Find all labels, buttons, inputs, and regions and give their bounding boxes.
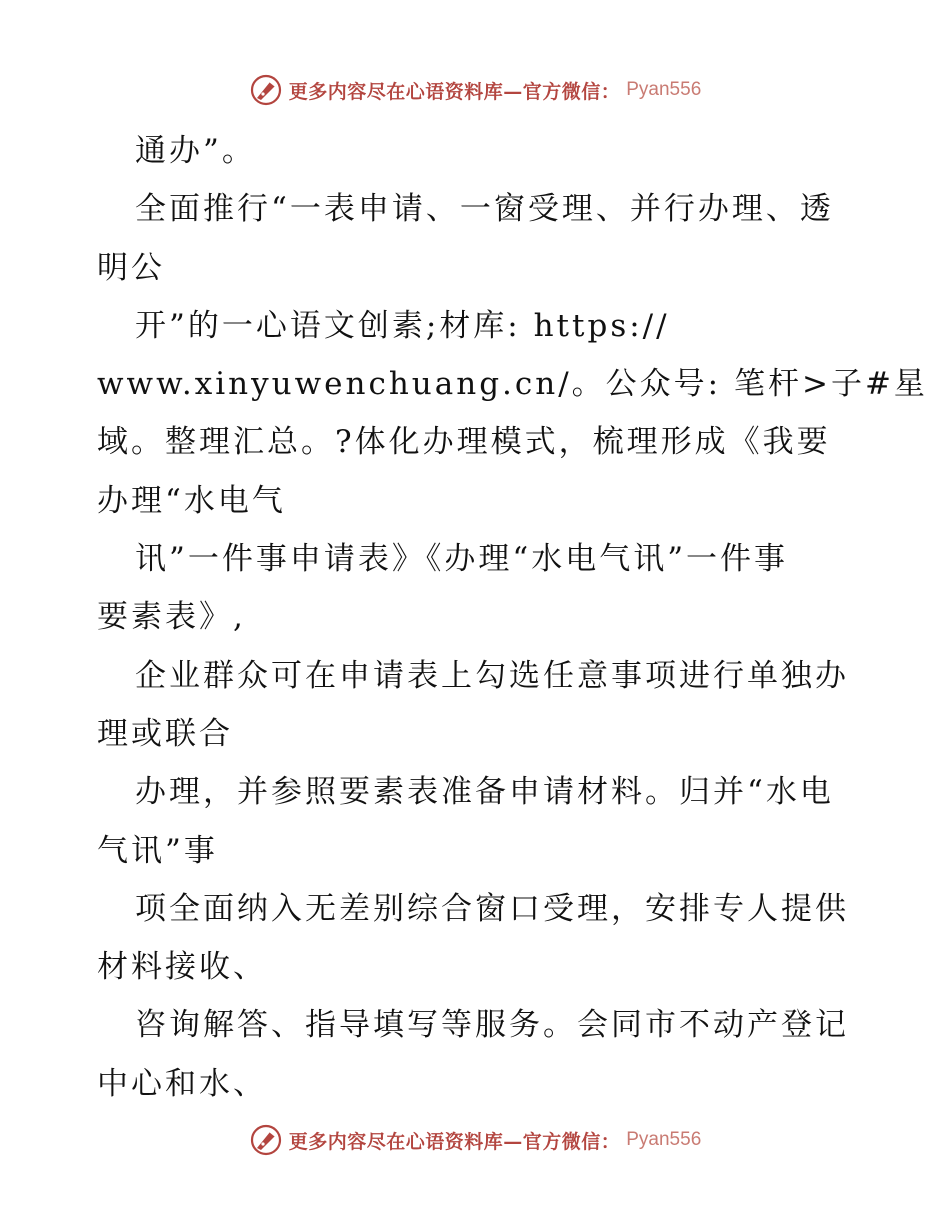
footer-wechat-id: Pyan556 — [626, 1129, 702, 1150]
text-line: 理或联合 — [97, 715, 233, 752]
text-line: 开”的一心语文创素;材库: https:// — [135, 307, 670, 344]
footer-watermark-text: 更多内容尽在心语资料库—官方微信： — [288, 1130, 621, 1153]
text-line: 办理“水电气 — [97, 482, 286, 519]
text-line: 企业群众可在申请表上勾选任意事项进行单独办 — [135, 657, 849, 694]
text-line: 项全面纳入无差别综合窗口受理，安排专人提供 — [135, 890, 849, 927]
document-body — [97, 122, 928, 1113]
text-line: 通办”。 — [135, 133, 256, 169]
text-line: 全面推行“一表申请、一窗受理、并行办理、透 — [135, 191, 834, 228]
pen-nib-logo-icon — [249, 73, 283, 107]
text-line: www.xinyuwenchuang.cn/。公众号: 笔杆>子#星 — [97, 366, 928, 403]
header-watermark — [0, 70, 950, 110]
text-line: 讯”一件事申请表》《办理“水电气讯”一件事 — [135, 541, 789, 578]
text-line: 要素表》, — [97, 599, 246, 636]
text-line: 中心和水、 — [97, 1065, 267, 1102]
header-wechat-id: Pyan556 — [626, 79, 702, 100]
text-line: 咨询解答、指导填写等服务。会同市不动产登记 — [135, 1007, 849, 1044]
header-watermark-text: 更多内容尽在心语资料库—官方微信： — [288, 80, 621, 103]
text-line: 域。整理汇总。?体化办理模式，梳理形成《我要 — [97, 424, 831, 461]
text-line: 气讯”事 — [97, 832, 218, 869]
text-line: 材料接收、 — [97, 949, 267, 986]
text-line: 明公 — [97, 249, 165, 286]
pen-nib-logo-icon — [249, 1123, 283, 1157]
footer-watermark — [0, 1120, 950, 1160]
text-line: 办理，并参照要素表准备申请材料。归并“水电 — [135, 774, 834, 811]
